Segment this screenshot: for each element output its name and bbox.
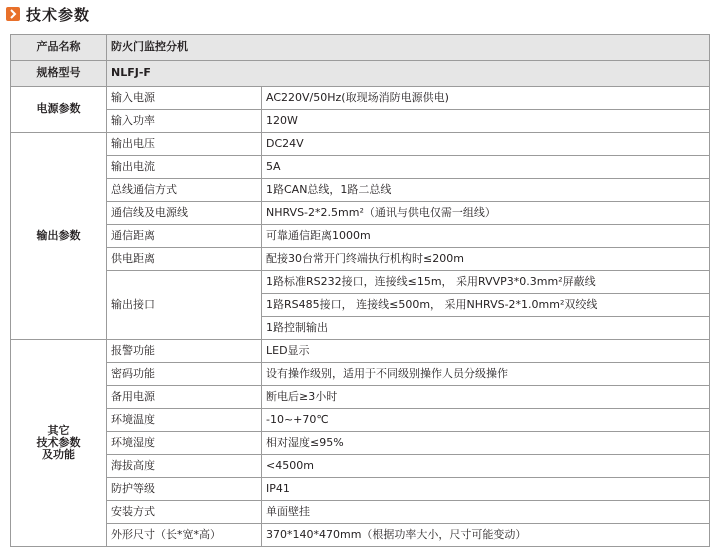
table-row (11, 202, 710, 225)
param-name: 输出电压 (107, 133, 262, 156)
table-row (11, 225, 710, 248)
param-name: 输出电流 (107, 156, 262, 179)
param-name: 环境温度 (107, 409, 262, 432)
other-section-label (11, 340, 107, 547)
param-name: 输出接口 (107, 271, 262, 340)
table-row (11, 271, 710, 294)
product-name-value: 防火门监控分机 (107, 35, 710, 61)
row-model (11, 61, 710, 87)
table-row (11, 478, 710, 501)
other-label-line: 其它 (47, 423, 70, 437)
chevron-right-icon (6, 7, 20, 21)
param-name: 环境湿度 (107, 432, 262, 455)
spec-table (10, 34, 710, 547)
other-label-line: 技术参数 (36, 435, 81, 449)
param-value: 1路控制输出 (262, 317, 710, 340)
param-value: NHRVS-2*2.5mm²（通讯与供电仅需一组线） (262, 202, 710, 225)
table-row (11, 409, 710, 432)
param-name: 总线通信方式 (107, 179, 262, 202)
param-value: 单面壁挂 (262, 501, 710, 524)
model-value: NLFJ-F (107, 61, 710, 87)
param-value: AC220V/50Hz(取现场消防电源供电) (262, 87, 710, 110)
param-value: 1路标准RS232接口，连接线≤15m， 采用RVVP3*0.3mm²屏蔽线 (262, 271, 710, 294)
param-name: 外形尺寸（长*宽*高） (107, 524, 262, 547)
row-product-name (11, 35, 710, 61)
param-name: 密码功能 (107, 363, 262, 386)
param-value: 1路CAN总线，1路二总线 (262, 179, 710, 202)
table-row (11, 432, 710, 455)
table-row (11, 248, 710, 271)
power-section-label: 电源参数 (11, 87, 107, 133)
param-name: 防护等级 (107, 478, 262, 501)
output-section-label: 输出参数 (11, 133, 107, 340)
product-name-label: 产品名称 (11, 35, 107, 61)
model-label: 规格型号 (11, 61, 107, 87)
param-value: 370*140*470mm（根据功率大小，尺寸可能变动） (262, 524, 710, 547)
table-row (11, 455, 710, 478)
param-name: 通信线及电源线 (107, 202, 262, 225)
table-row (11, 386, 710, 409)
section-heading (6, 3, 90, 25)
param-name: 供电距离 (107, 248, 262, 271)
table-row (11, 87, 710, 110)
param-value: <4500m (262, 455, 710, 478)
param-name: 报警功能 (107, 340, 262, 363)
table-row (11, 524, 710, 547)
param-value: 5A (262, 156, 710, 179)
param-value: LED显示 (262, 340, 710, 363)
param-name: 输入电源 (107, 87, 262, 110)
other-label-line: 及功能 (42, 448, 75, 462)
table-row (11, 110, 710, 133)
section-title: 技术参数 (26, 5, 91, 24)
table-row (11, 363, 710, 386)
param-value: 1路RS485接口， 连接线≤500m， 采用NHRVS-2*1.0mm²双绞线 (262, 294, 710, 317)
table-row (11, 501, 710, 524)
table-row (11, 179, 710, 202)
param-name: 海拔高度 (107, 455, 262, 478)
param-value: IP41 (262, 478, 710, 501)
table-row (11, 156, 710, 179)
param-value: 设有操作级别，适用于不同级别操作人员分级操作 (262, 363, 710, 386)
param-value: 120W (262, 110, 710, 133)
param-name: 通信距离 (107, 225, 262, 248)
param-value: 可靠通信距离1000m (262, 225, 710, 248)
param-value: 断电后≥3小时 (262, 386, 710, 409)
param-value: DC24V (262, 133, 710, 156)
param-value: -10~+70℃ (262, 409, 710, 432)
table-row (11, 340, 710, 363)
param-name: 备用电源 (107, 386, 262, 409)
param-value: 配接30台常开门终端执行机构时≤200m (262, 248, 710, 271)
table-row (11, 133, 710, 156)
param-value: 相对湿度≤95% (262, 432, 710, 455)
param-name: 输入功率 (107, 110, 262, 133)
param-name: 安装方式 (107, 501, 262, 524)
